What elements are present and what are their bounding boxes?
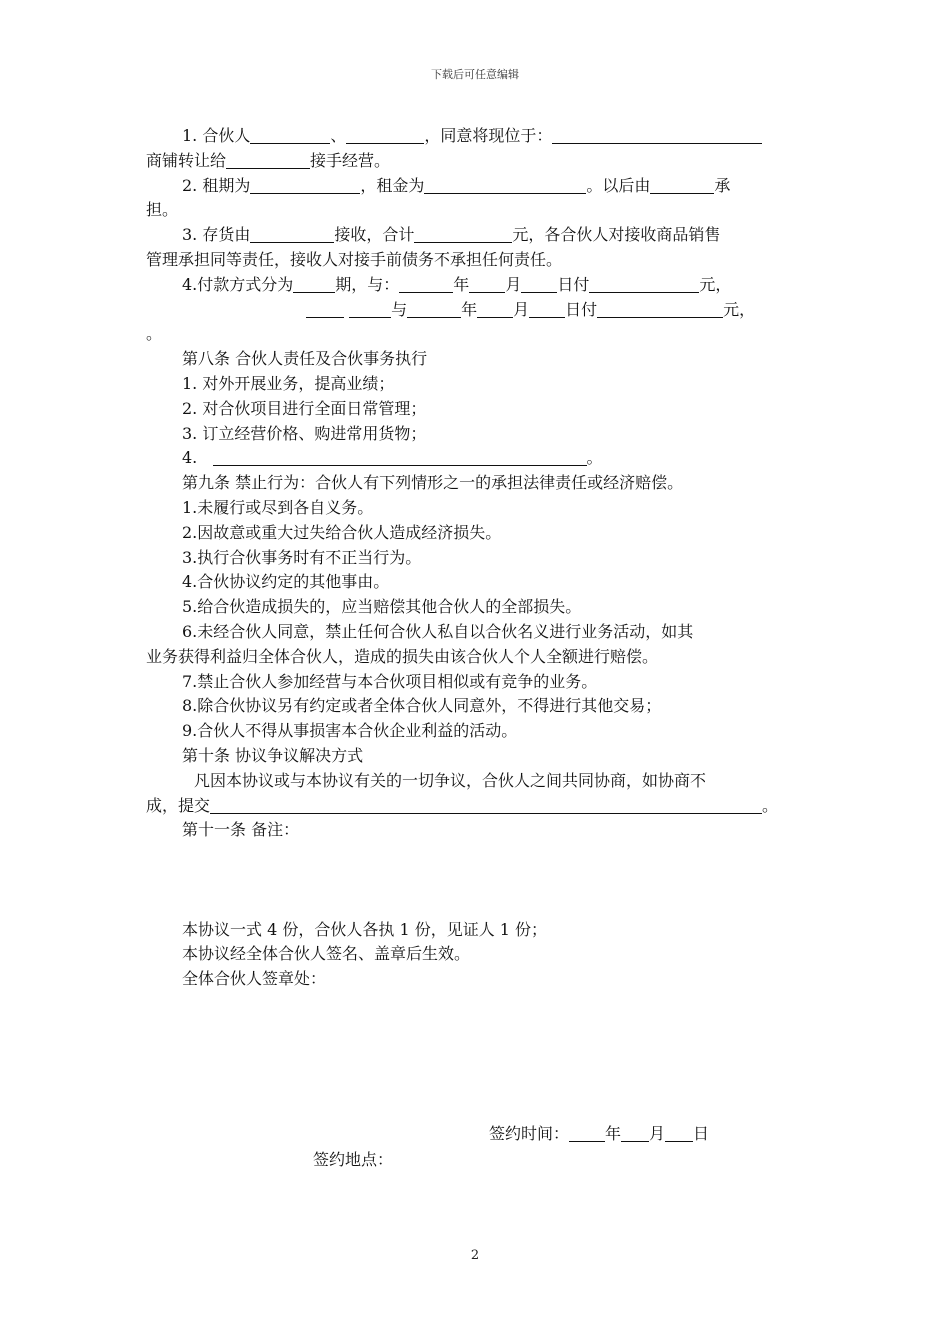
sign-place: 签约地点： (313, 1150, 394, 1169)
blank-field (349, 299, 391, 318)
blank-field (250, 175, 360, 194)
article-9-item-continuation: 业务获得利益归全体合伙人，造成的损失由该合伙人个人全额进行赔偿。 (146, 646, 659, 666)
blank-field (477, 299, 513, 318)
blank-field (250, 125, 330, 144)
blank-field (210, 795, 762, 814)
blank-field (306, 299, 344, 318)
article-8-title: 第八条 合伙人责任及合伙事务执行 (182, 349, 428, 369)
clause-4-line-3: 。 (146, 324, 163, 344)
article-10-title: 第十条 协议争议解决方式 (182, 745, 364, 765)
article-9-item: 4.合伙协议约定的其他事由。 (182, 572, 390, 592)
closing-line: 全体合伙人签章处： (182, 969, 327, 989)
blank-field (569, 1123, 605, 1142)
article-9-item: 2.因故意或重大过失给合伙人造成经济损失。 (182, 522, 502, 542)
clause-3-line-1: 3. 存货由 接收，合计 元，各合伙人对接收商品销售 (182, 225, 721, 245)
blank-field (414, 224, 512, 243)
clause-1-line-2: 商铺转让给 接手经营。 (146, 150, 391, 170)
blank-field (346, 125, 424, 144)
blank-field (665, 1123, 693, 1142)
blank-field (521, 274, 557, 293)
blank-field (650, 175, 714, 194)
article-9-item: 9.合伙人不得从事损害本合伙企业利益的活动。 (182, 721, 518, 741)
blank-field (407, 299, 461, 318)
closing-line: 本协议经全体合伙人签名、盖章后生效。 (182, 944, 471, 964)
closing-line: 本协议一式 4 份，合伙人各执 1 份，见证人 1 份； (182, 919, 548, 939)
page-number: 2 (470, 1248, 480, 1263)
article-8-item: 1. 对外开展业务，提高业绩； (182, 373, 395, 393)
blank-field (621, 1123, 649, 1142)
article-9-item: 5.给合伙造成损失的，应当赔偿其他合伙人的全部损失。 (182, 597, 582, 617)
article-11-title: 第十一条 备注： (182, 820, 300, 840)
blank-field (597, 299, 723, 318)
article-10-text: 凡因本协议或与本协议有关的一切争议，合伙人之间共同协商，如协商不 (194, 770, 707, 790)
article-8-item: 2. 对合伙项目进行全面日常管理； (182, 398, 427, 418)
blank-field (399, 274, 453, 293)
blank-field (552, 125, 762, 144)
blank-field (529, 299, 565, 318)
blank-field (213, 447, 587, 466)
article-9-item: 7.禁止合伙人参加经营与本合伙项目相似或有竞争的业务。 (182, 671, 598, 691)
clause-2-line-2: 担。 (146, 200, 179, 220)
article-9-item: 3.执行合伙事务时有不正当行为。 (182, 547, 422, 567)
article-9-item: 8.除合伙协议另有约定或者全体合伙人同意外，不得进行其他交易； (182, 696, 662, 716)
article-8-item: 3. 订立经营价格、购进常用货物； (182, 423, 427, 443)
blank-field (250, 224, 334, 243)
page-header: 下载后可任意编辑 (431, 68, 519, 81)
clause-4-line-1: 4.付款方式分为 期，与： 年 月 日付 元， (182, 274, 732, 294)
clause-1-line-1: 1. 合伙人 、 ，同意将现位于： (146, 124, 812, 149)
article-10-text-line-2: 成，提交 。 (146, 795, 779, 815)
article-8-item-4: 4. 。 (182, 448, 603, 468)
sign-time: 签约时间： 年 月 日 (489, 1124, 710, 1143)
article-9-item: 6.未经合伙人同意，禁止任何合伙人私自以合伙名义进行业务活动，如其 (182, 621, 694, 641)
clause-2-line-1: 2. 租期为 ，租金为 。以后由 承 (182, 175, 731, 195)
article-9-item: 1.未履行或尽到各自义务。 (182, 497, 374, 517)
clause-4-line-2: 与 年 月 日付 元， (146, 298, 812, 323)
blank-field (589, 274, 699, 293)
blank-field (469, 274, 505, 293)
document-body (146, 124, 812, 992)
blank-field (424, 175, 586, 194)
clause-3-line-2: 管理承担同等责任，接收人对接手前债务不承担任何责任。 (146, 249, 563, 269)
blank-field (293, 274, 335, 293)
blank-field (226, 150, 310, 169)
article-9-title: 第九条 禁止行为：合伙人有下列情形之一的承担法律责任或经济赔偿。 (182, 473, 684, 493)
